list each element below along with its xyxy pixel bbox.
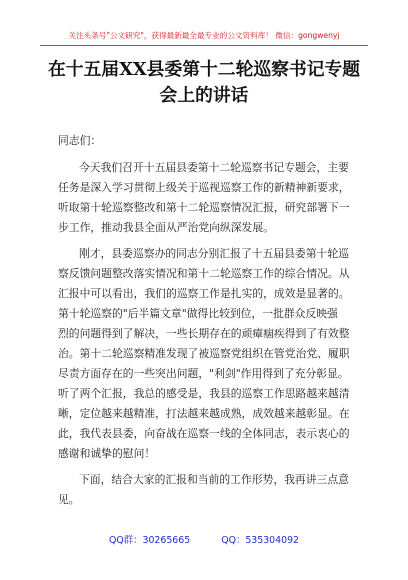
footer-qq: QQ：535304092 [221, 535, 300, 546]
paragraph-line: 步工作，推动我县全面从严治党向纵深发展。 [58, 221, 274, 234]
document-body [58, 131, 356, 516]
paragraph-line: 感谢和诚挚的慰问！ [58, 447, 156, 460]
paragraph-line: 晰，定位越来越精准，打法越来越成熟，成效越来越彰显。在 [58, 407, 350, 420]
header-divider [40, 45, 368, 46]
paragraph-line: 下面，结合大家的汇报和当前的工作形势，我再讲三点意 [79, 473, 349, 486]
paragraph-line: 治。第十二轮巡察精准发现了被巡察党组织在管党治党、履职 [58, 347, 350, 360]
paragraph-line: 烈的问题得到了解决，一些长期存在的顽瘴痼疾得到了有效整 [58, 327, 350, 340]
paragraph-line: 刚才，县委巡察办的同志分别汇报了十五届县委第十轮巡 [79, 247, 349, 260]
paragraph-2 [58, 244, 356, 464]
title-line-1: 在十五届XX县委第十二轮巡察书记专题 [47, 59, 361, 80]
title-line-2: 会上的讲话 [159, 85, 249, 106]
paragraph-line: 察反馈问题整改落实情况和第十二轮巡察工作的综合情况。从 [58, 267, 350, 280]
paragraph-1 [58, 158, 356, 238]
paragraph-line: 第十轮巡察的"后半篇文章"做得比较到位，一批群众反映强 [58, 307, 338, 320]
paragraph-line: 尽责方面存在的一些突出问题，"利剑"作用得到了充分彰显。 [58, 367, 349, 380]
paragraph-line: 汇报中可以看出，我们的巡察工作是扎实的，成效是显著的。 [58, 287, 350, 300]
paragraph-line: 任务是深入学习贯彻上级关于巡视巡察工作的新精神新要求， [58, 181, 350, 194]
footer-contact [40, 534, 368, 548]
paragraph-3 [58, 470, 356, 510]
paragraph-line: 今天我们召开十五届县委第十二轮巡察书记专题会，主要 [79, 161, 349, 174]
footer-qq-group: QQ群：30265665 [108, 535, 191, 546]
paragraph-line: 见。 [58, 493, 80, 506]
salutation: 同志们： [58, 134, 102, 147]
paragraph-line: 听了两个汇报，我总的感受是，我县的巡察工作思路越来越清 [58, 387, 350, 400]
document-title [40, 57, 368, 109]
paragraph-line: 此，我代表县委，向奋战在巡察一线的全体同志，表示衷心的 [58, 427, 350, 440]
header-banner: 关注头条号"公文研究"，获得最新最全最专业的公文资料库！ 微信：gongwenyj [68, 31, 340, 40]
paragraph-line: 听取第十轮巡察整改和第十二轮巡察情况汇报，研究部署下一 [58, 201, 350, 214]
